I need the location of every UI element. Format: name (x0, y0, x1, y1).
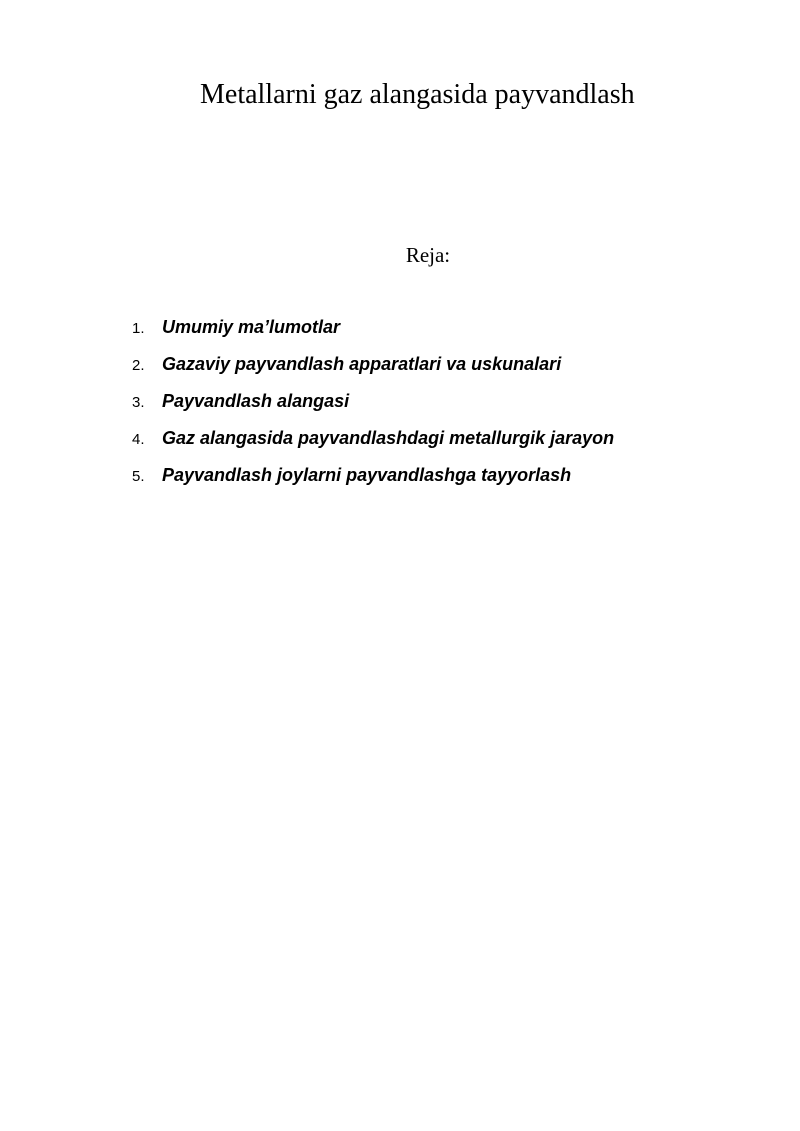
plan-item-text: Umumiy ma’lumotlar (162, 317, 341, 337)
plan-item (132, 424, 614, 461)
plan-item-text: Gazaviy payvandlash apparatlari va uskunalari (162, 354, 562, 374)
plan-item-number: 5. (132, 468, 145, 485)
plan-item-text: Gaz alangasida payvandlashdagi metallurgik jarayon (162, 428, 615, 448)
plan-item (132, 350, 614, 387)
plan-list (132, 313, 614, 498)
plan-item-number: 3. (132, 394, 145, 411)
plan-item-text: Payvandlash alangasi (162, 391, 350, 411)
plan-item-number: 1. (132, 320, 145, 337)
plan-item (132, 461, 614, 498)
plan-item-text: Payvandlash joylarni payvandlashga tayyorlash (162, 465, 572, 485)
plan-item-number: 4. (132, 431, 145, 448)
plan-item (132, 313, 614, 350)
plan-item (132, 387, 614, 424)
page-title: Metallarni gaz alangasida payvandlash (200, 79, 635, 110)
plan-heading: Reja: (405, 243, 451, 267)
plan-item-number: 2. (132, 357, 145, 374)
